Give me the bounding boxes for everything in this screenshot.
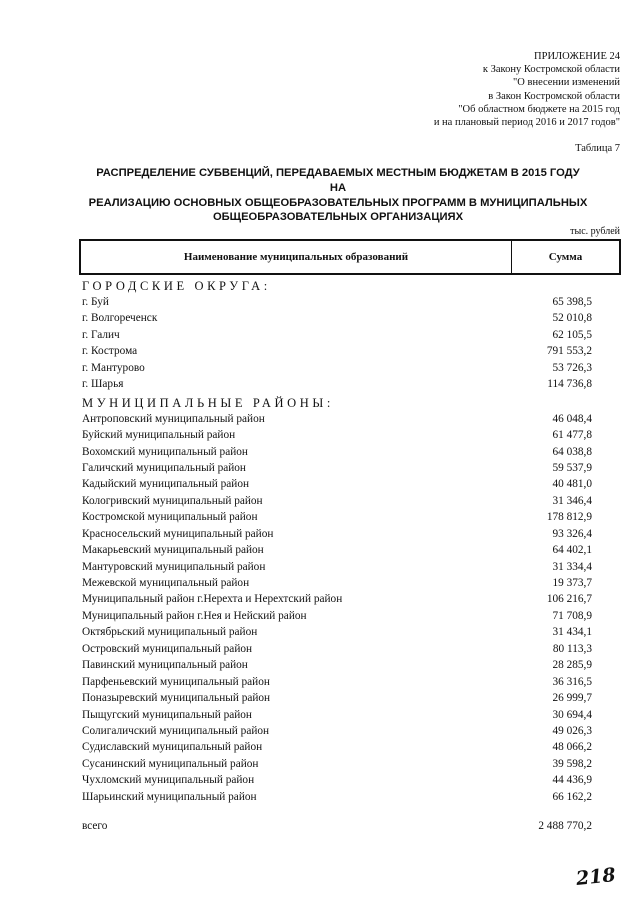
row-sum: 106 216,7 xyxy=(546,593,592,606)
row-name: Межевской муниципальный район xyxy=(82,577,250,589)
row-sum: 44 436,9 xyxy=(552,774,592,787)
table-row xyxy=(82,756,622,772)
annex-line: "О внесении изменений xyxy=(513,77,620,89)
title-line: РАСПРЕДЕЛЕНИЕ СУБВЕНЦИЙ, ПЕРЕДАВАЕМЫХ МЕСТНЫМ БЮДЖЕТАМ В 2015 ГОДУ НА xyxy=(96,167,580,194)
table-row xyxy=(82,460,622,476)
row-sum: 26 999,7 xyxy=(552,692,592,705)
table-body xyxy=(82,278,622,805)
section-title-city-districts: ГОРОДСКИЕ ОКРУГА: xyxy=(82,279,271,293)
row-sum: 791 553,2 xyxy=(546,345,592,358)
row-name: Поназыревский муниципальный район xyxy=(82,692,271,705)
table-number-label: Таблица 7 xyxy=(575,143,620,154)
table-row xyxy=(82,624,622,640)
row-sum: 31 346,4 xyxy=(552,494,592,507)
table-header xyxy=(79,239,621,275)
row-name: Парфеньевский муниципальный район xyxy=(82,675,270,688)
total-row xyxy=(82,818,622,834)
row-name: Кологривский муниципальный район xyxy=(82,494,263,507)
row-name: Судиславский муниципальный район xyxy=(82,741,263,754)
row-sum: 178 812,9 xyxy=(546,511,592,524)
row-sum: 48 066,2 xyxy=(552,741,592,754)
row-name: Октябрьский муниципальный район xyxy=(82,626,258,639)
header-name-column: Наименование муниципальных образований xyxy=(81,241,512,273)
row-name: Муниципальный район г.Нерехта и Нерехтский район xyxy=(82,593,343,606)
row-sum: 59 537,9 xyxy=(552,461,592,474)
row-name: Павинский муниципальный район xyxy=(82,659,248,672)
row-name: г. Волгореченск xyxy=(82,312,158,325)
row-sum: 114 736,8 xyxy=(547,378,592,391)
row-name: Муниципальный район г.Нея и Нейский район xyxy=(82,609,307,622)
row-name: г. Буй xyxy=(82,296,109,308)
row-name: Шарьинский муниципальный район xyxy=(82,790,257,803)
table-row xyxy=(82,591,622,607)
row-sum: 40 481,0 xyxy=(552,478,592,491)
table-row xyxy=(82,690,622,706)
row-sum: 31 434,1 xyxy=(552,626,592,639)
row-sum: 39 598,2 xyxy=(552,757,592,770)
table-row xyxy=(82,360,622,376)
annex-block xyxy=(434,50,620,129)
row-name: Красносельский муниципальный район xyxy=(82,527,274,540)
section-title-municipal-districts: МУНИЦИПАЛЬНЫЕ РАЙОНЫ: xyxy=(82,395,334,410)
table-row xyxy=(82,559,622,575)
table-row xyxy=(82,608,622,624)
table-row xyxy=(82,641,622,657)
table-row xyxy=(82,789,622,805)
row-sum: 52 010,8 xyxy=(552,312,592,325)
row-name: Чухломский муниципальный район xyxy=(82,774,255,787)
table-row xyxy=(82,294,622,310)
row-name: Сусанинский муниципальный район xyxy=(82,757,259,770)
row-sum: 62 105,5 xyxy=(552,328,592,341)
row-sum: 28 285,9 xyxy=(552,659,592,672)
table-row xyxy=(82,427,622,443)
annex-line: ПРИЛОЖЕНИЕ 24 xyxy=(534,51,620,62)
row-name: Солигаличский муниципальный район xyxy=(82,724,270,737)
row-sum: 31 334,4 xyxy=(552,560,592,573)
table-row xyxy=(82,411,622,427)
row-name: Галичский муниципальный район xyxy=(82,461,246,474)
row-name: Макарьевский муниципальный район xyxy=(82,544,264,557)
title-line: РЕАЛИЗАЦИЮ ОСНОВНЫХ ОБЩЕОБРАЗОВАТЕЛЬНЫХ ПРОГРАММ В МУНИЦИПАЛЬНЫХ xyxy=(88,196,588,209)
row-sum: 64 402,1 xyxy=(552,544,592,557)
table-row xyxy=(82,723,622,739)
row-sum: 66 162,2 xyxy=(552,790,592,803)
title-line: ОБЩЕОБРАЗОВАТЕЛЬНЫХ ОРГАНИЗАЦИЯХ xyxy=(212,211,464,224)
row-name: Мантуровский муниципальный район xyxy=(82,560,266,573)
table-row xyxy=(82,509,622,525)
row-name: Буйский муниципальный район xyxy=(82,429,236,442)
row-sum: 80 113,3 xyxy=(552,642,592,655)
annex-line: к Закону Костромской области xyxy=(482,64,620,76)
document-title xyxy=(88,166,588,225)
row-sum: 71 708,9 xyxy=(552,609,592,622)
row-name: Вохомский муниципальный район xyxy=(82,445,248,458)
row-sum: 64 038,8 xyxy=(552,445,592,458)
total-sum: 2 488 770,2 xyxy=(538,820,592,832)
units-label: тыс. рублей xyxy=(570,226,620,237)
row-sum: 65 398,5 xyxy=(552,296,592,308)
annex-line: и на плановый период 2016 и 2017 годов" xyxy=(433,117,620,129)
table-row xyxy=(82,575,622,591)
total-label: всего xyxy=(82,820,108,832)
table-row xyxy=(82,327,622,343)
table-row xyxy=(82,542,622,558)
annex-line: "Об областном бюджете на 2015 год xyxy=(458,103,620,115)
table-row xyxy=(82,476,622,492)
table-row xyxy=(82,310,622,326)
table-row xyxy=(82,526,622,542)
table-row xyxy=(82,657,622,673)
row-name: г. Галич xyxy=(82,328,120,341)
row-name: Кадыйский муниципальный район xyxy=(82,478,250,491)
row-sum: 49 026,3 xyxy=(552,724,592,737)
row-sum: 30 694,4 xyxy=(552,708,592,721)
row-name: г. Кострома xyxy=(82,345,138,358)
table-row xyxy=(82,444,622,460)
table-row xyxy=(82,739,622,755)
row-sum: 93 326,4 xyxy=(552,527,592,540)
annex-line: в Закон Костромской области xyxy=(488,90,620,102)
row-name: Костромской муниципальный район xyxy=(82,511,258,524)
table-row xyxy=(82,493,622,509)
row-name: г. Мантурово xyxy=(82,361,145,374)
row-sum: 46 048,4 xyxy=(552,412,592,425)
row-name: г. Шарья xyxy=(82,378,124,391)
table-row xyxy=(82,772,622,788)
row-sum: 53 726,3 xyxy=(552,361,592,374)
row-name: Пыщугский муниципальный район xyxy=(82,708,252,721)
table-row xyxy=(82,674,622,690)
handwritten-page-number: 218 xyxy=(575,863,618,891)
table-row xyxy=(82,707,622,723)
table-row xyxy=(82,343,622,359)
row-name: Антроповский муниципальный район xyxy=(82,412,265,425)
row-name: Островский муниципальный район xyxy=(82,642,253,655)
row-sum: 61 477,8 xyxy=(552,429,592,442)
row-sum: 19 373,7 xyxy=(552,577,592,589)
header-sum-column: Сумма xyxy=(548,251,583,263)
table-row xyxy=(82,376,622,392)
row-sum: 36 316,5 xyxy=(552,675,592,688)
